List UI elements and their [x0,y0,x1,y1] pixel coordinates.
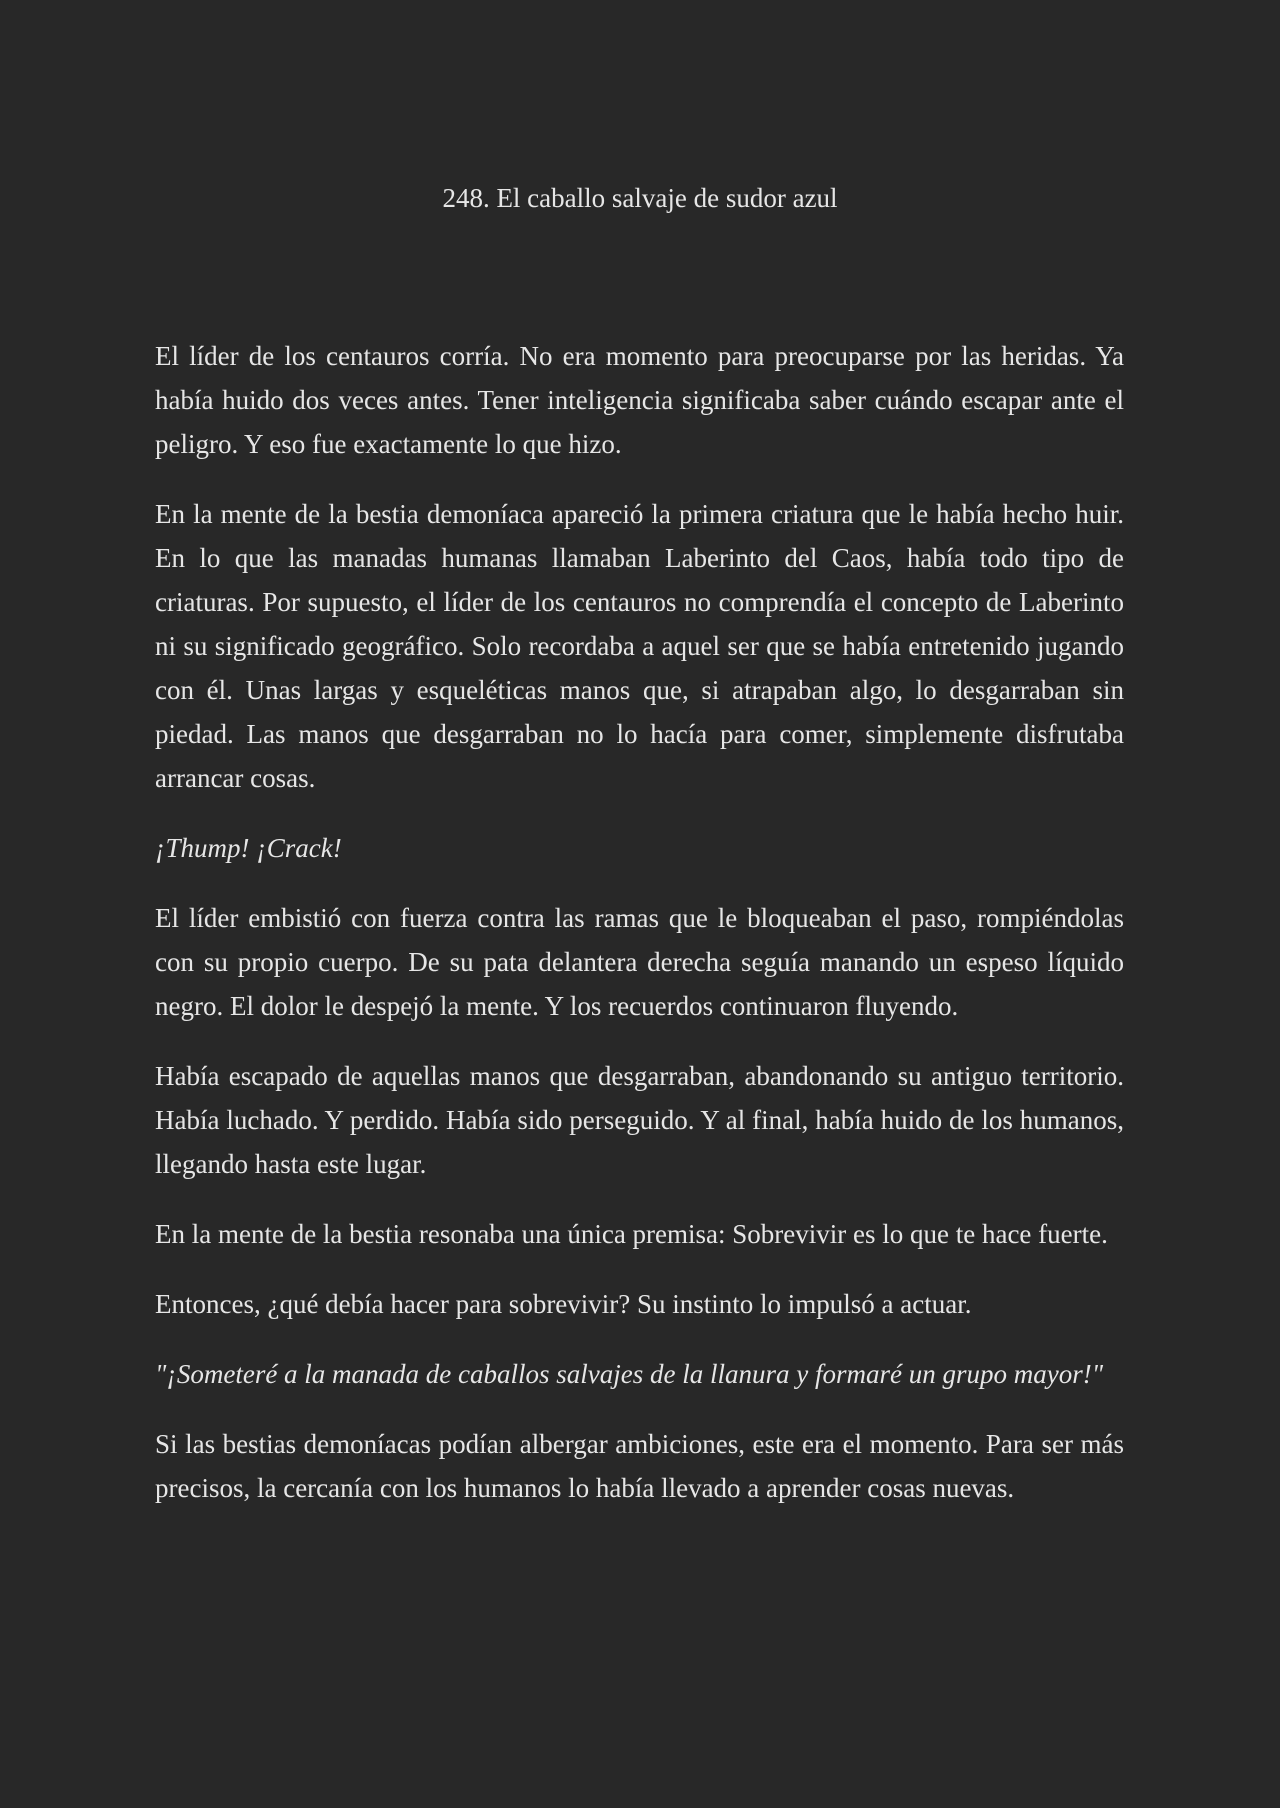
paragraph: En la mente de la bestia demoníaca apareció la primera criatura que le había hecho huir. En lo que las manadas humanas llamaban Laberinto del Caos, había todo tipo de criaturas. Por supuesto, el líder de los centauros no comprendía el concepto de Laberinto ni su significado geográfico. Solo recordaba a aquel ser que se había entretenido jugando con él. Unas largas y esqueléticas manos que, si atrapaban algo, lo desgarraban sin piedad. Las manos que desgarraban no lo hacía para comer, simplemente disfrutaba arrancar cosas. [155,499,1124,793]
paragraph: Si las bestias demoníacas podían albergar ambiciones, este era el momento. Para ser más precisos, la cercanía con los humanos lo había llevado a aprender cosas nuevas. [155,1429,1124,1503]
paragraph-thought: "¡Someteré a la manada de caballos salvajes de la llanura y formaré un grupo mayor!" [155,1359,1104,1389]
chapter-title: 248. El caballo salvaje de sudor azul [442,183,838,213]
paragraph: Entonces, ¿qué debía hacer para sobrevivir? Su instinto lo impulsó a actuar. [155,1289,972,1319]
paragraph: Había escapado de aquellas manos que desgarraban, abandonando su antiguo territorio. Había luchado. Y perdido. Había sido perseguido. Y al final, había huido de los humanos, llegando hasta este lugar. [155,1061,1124,1179]
chapter-body [155,334,1124,1536]
paragraph: En la mente de la bestia resonaba una única premisa: Sobrevivir es lo que te hace fuerte. [155,1219,1108,1249]
paragraph: El líder embistió con fuerza contra las ramas que le bloqueaban el paso, rompiéndolas con su propio cuerpo. De su pata delantera derecha seguía manando un espeso líquido negro. El dolor le despejó la mente. Y los recuerdos continuaron fluyendo. [155,903,1124,1021]
paragraph-onomatopoeia: ¡Thump! ¡Crack! [155,833,342,863]
paragraph: El líder de los centauros corría. No era momento para preocuparse por las heridas. Ya había huido dos veces antes. Tener inteligencia significaba saber cuándo escapar ante el peligro. Y eso fue exactamente lo que hizo. [155,341,1124,459]
